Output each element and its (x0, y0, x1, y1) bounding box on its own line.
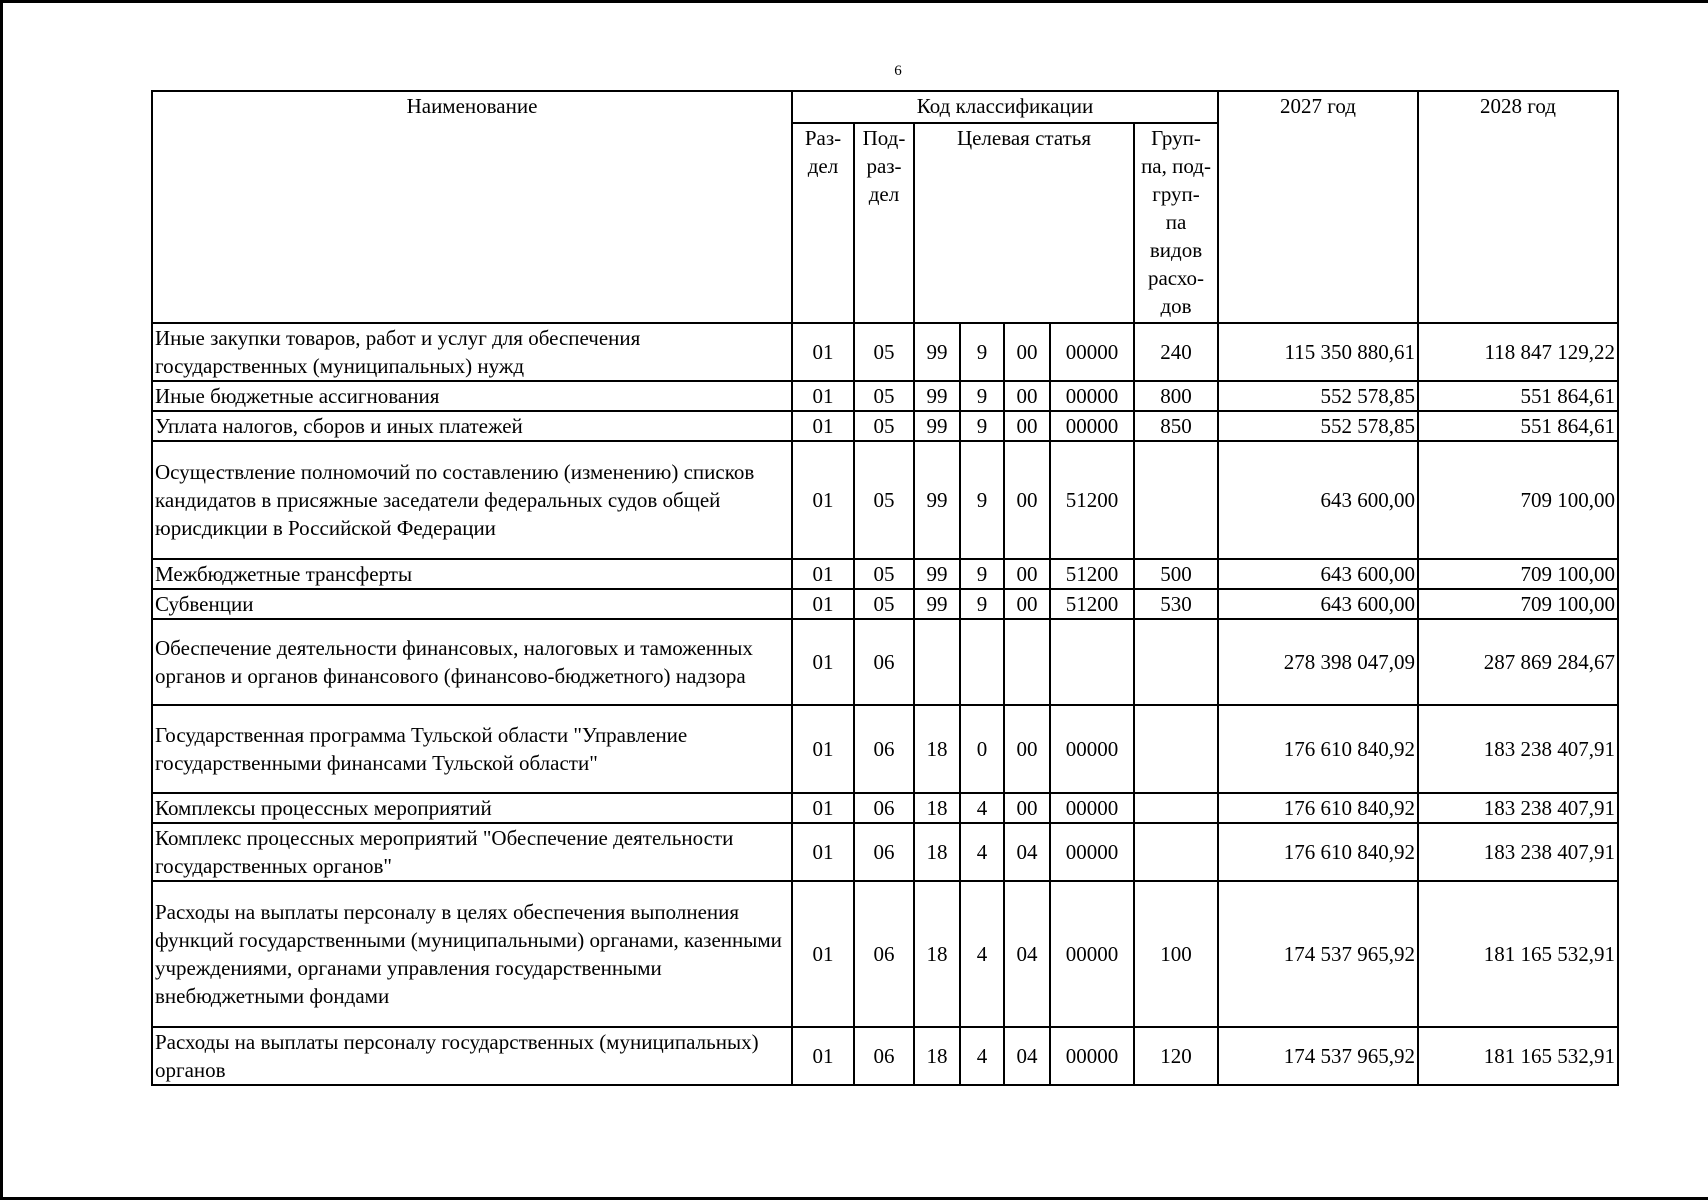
row-expense-group (1134, 705, 1218, 793)
row-target-1: 18 (914, 881, 960, 1027)
row-podrazdel: 05 (854, 441, 914, 559)
row-target-4: 51200 (1050, 589, 1134, 619)
row-expense-group (1134, 823, 1218, 881)
row-target-1: 18 (914, 705, 960, 793)
row-expense-group (1134, 441, 1218, 559)
row-podrazdel: 05 (854, 411, 914, 441)
row-razdel: 01 (792, 441, 854, 559)
row-target-3: 00 (1004, 559, 1050, 589)
header-subsection-line: дел (868, 182, 900, 206)
table-row (152, 823, 1618, 881)
row-target-3: 00 (1004, 589, 1050, 619)
row-target-2: 9 (960, 381, 1004, 411)
row-razdel: 01 (792, 1027, 854, 1085)
header-group-line: дов (1160, 294, 1192, 318)
header-group-line: видов (1149, 238, 1203, 262)
row-target-4: 00000 (1050, 793, 1134, 823)
header-subsection (854, 123, 914, 323)
header-year-2027: 2027 год (1218, 91, 1418, 323)
row-podrazdel: 05 (854, 559, 914, 589)
table-row (152, 323, 1618, 381)
row-razdel: 01 (792, 559, 854, 589)
row-amount-2027: 643 600,00 (1218, 589, 1418, 619)
row-target-3 (1004, 619, 1050, 705)
row-target-2: 0 (960, 705, 1004, 793)
row-expense-group (1134, 619, 1218, 705)
row-name: Уплата налогов, сборов и иных платежей (152, 411, 792, 441)
row-razdel: 01 (792, 381, 854, 411)
row-amount-2028: 709 100,00 (1418, 441, 1618, 559)
row-target-3: 00 (1004, 323, 1050, 381)
row-target-4: 00000 (1050, 381, 1134, 411)
header-row-top (152, 91, 1618, 123)
row-razdel: 01 (792, 793, 854, 823)
row-target-1: 18 (914, 793, 960, 823)
row-razdel: 01 (792, 881, 854, 1027)
row-razdel: 01 (792, 323, 854, 381)
row-podrazdel: 06 (854, 823, 914, 881)
row-target-4: 51200 (1050, 559, 1134, 589)
row-amount-2027: 115 350 880,61 (1218, 323, 1418, 381)
header-group-line: па, под- (1141, 154, 1211, 178)
header-section-line: дел (807, 154, 839, 178)
row-amount-2027: 176 610 840,92 (1218, 793, 1418, 823)
row-name: Осуществление полномочий по составлению (изменению) списков кандидатов в присяжные заседатели федеральных судов общей юрисдикции в Российской Федерации (152, 441, 792, 559)
header-expense-group (1134, 123, 1218, 323)
row-target-4: 00000 (1050, 705, 1134, 793)
row-amount-2027: 174 537 965,92 (1218, 1027, 1418, 1085)
row-amount-2027: 176 610 840,92 (1218, 705, 1418, 793)
row-target-1: 99 (914, 589, 960, 619)
row-target-2: 4 (960, 881, 1004, 1027)
row-target-2: 9 (960, 589, 1004, 619)
row-razdel: 01 (792, 705, 854, 793)
row-target-1: 99 (914, 381, 960, 411)
row-name: Иные закупки товаров, работ и услуг для обеспечения государственных (муниципальных) нужд (152, 323, 792, 381)
header-name: Наименование (152, 91, 792, 323)
row-target-4: 00000 (1050, 323, 1134, 381)
row-target-3: 00 (1004, 411, 1050, 441)
row-name: Расходы на выплаты персоналу государственных (муниципальных) органов (152, 1027, 792, 1085)
row-razdel: 01 (792, 411, 854, 441)
row-target-1: 99 (914, 323, 960, 381)
table-row (152, 589, 1618, 619)
table-row (152, 441, 1618, 559)
header-year-2028: 2028 год (1418, 91, 1618, 323)
row-name: Обеспечение деятельности финансовых, налоговых и таможенных органов и органов финансового (финансово-бюджетного) надзора (152, 619, 792, 705)
row-target-1: 99 (914, 441, 960, 559)
header-subsection-line: раз- (866, 154, 902, 178)
row-target-1: 18 (914, 1027, 960, 1085)
row-podrazdel: 06 (854, 705, 914, 793)
row-amount-2028: 551 864,61 (1418, 381, 1618, 411)
table-row (152, 411, 1618, 441)
row-razdel: 01 (792, 589, 854, 619)
row-podrazdel: 06 (854, 793, 914, 823)
row-target-1: 18 (914, 823, 960, 881)
row-amount-2028: 709 100,00 (1418, 559, 1618, 589)
header-subsection-line: Под- (862, 126, 906, 150)
row-target-4: 00000 (1050, 823, 1134, 881)
table-row (152, 559, 1618, 589)
row-target-2: 4 (960, 793, 1004, 823)
row-razdel: 01 (792, 619, 854, 705)
row-target-3: 04 (1004, 1027, 1050, 1085)
row-razdel: 01 (792, 823, 854, 881)
row-target-4: 51200 (1050, 441, 1134, 559)
table-row (152, 619, 1618, 705)
header-section-line: Раз- (804, 126, 842, 150)
row-target-2: 4 (960, 1027, 1004, 1085)
row-target-2 (960, 619, 1004, 705)
row-name: Комплекс процессных мероприятий "Обеспечение деятельности государственных органов" (152, 823, 792, 881)
row-amount-2028: 183 238 407,91 (1418, 793, 1618, 823)
row-target-3: 04 (1004, 881, 1050, 1027)
row-amount-2028: 709 100,00 (1418, 589, 1618, 619)
row-name: Комплексы процессных мероприятий (152, 793, 792, 823)
table-row (152, 881, 1618, 1027)
header-group-line: па (1165, 210, 1187, 234)
row-expense-group: 100 (1134, 881, 1218, 1027)
row-expense-group (1134, 793, 1218, 823)
table-row (152, 381, 1618, 411)
row-podrazdel: 05 (854, 589, 914, 619)
page-number: 6 (894, 63, 902, 79)
header-group-line: груп- (1152, 182, 1200, 206)
row-amount-2027: 174 537 965,92 (1218, 881, 1418, 1027)
row-name: Расходы на выплаты персоналу в целях обеспечения выполнения функций государственными (муниципальными) органами, казенными учреждениями, органами управления государственными внебюджетными фондами (152, 881, 792, 1027)
row-name: Иные бюджетные ассигнования (152, 381, 792, 411)
header-classification: Код классификации (792, 91, 1218, 123)
row-target-1: 99 (914, 411, 960, 441)
row-name: Государственная программа Тульской области "Управление государственными финансами Тульской области" (152, 705, 792, 793)
row-name: Субвенции (152, 589, 792, 619)
row-podrazdel: 06 (854, 1027, 914, 1085)
row-target-4: 00000 (1050, 411, 1134, 441)
table-row (152, 793, 1618, 823)
row-amount-2027: 278 398 047,09 (1218, 619, 1418, 705)
row-target-3: 00 (1004, 705, 1050, 793)
row-target-3: 00 (1004, 441, 1050, 559)
row-amount-2028: 287 869 284,67 (1418, 619, 1618, 705)
row-target-2: 9 (960, 411, 1004, 441)
row-target-4: 00000 (1050, 1027, 1134, 1085)
header-target-article: Целевая статья (914, 123, 1134, 323)
row-target-2: 9 (960, 441, 1004, 559)
row-amount-2028: 118 847 129,22 (1418, 323, 1618, 381)
row-expense-group: 850 (1134, 411, 1218, 441)
row-podrazdel: 06 (854, 881, 914, 1027)
row-target-2: 9 (960, 559, 1004, 589)
row-podrazdel: 06 (854, 619, 914, 705)
row-amount-2028: 551 864,61 (1418, 411, 1618, 441)
header-group-line: расхо- (1147, 266, 1205, 290)
row-amount-2027: 643 600,00 (1218, 559, 1418, 589)
row-amount-2028: 183 238 407,91 (1418, 705, 1618, 793)
row-target-4 (1050, 619, 1134, 705)
row-target-1: 99 (914, 559, 960, 589)
row-expense-group: 240 (1134, 323, 1218, 381)
row-amount-2028: 183 238 407,91 (1418, 823, 1618, 881)
row-amount-2027: 176 610 840,92 (1218, 823, 1418, 881)
row-expense-group: 120 (1134, 1027, 1218, 1085)
row-amount-2028: 181 165 532,91 (1418, 1027, 1618, 1085)
row-target-2: 4 (960, 823, 1004, 881)
row-amount-2027: 552 578,85 (1218, 411, 1418, 441)
row-podrazdel: 05 (854, 381, 914, 411)
row-name: Межбюджетные трансферты (152, 559, 792, 589)
row-target-4: 00000 (1050, 881, 1134, 1027)
header-section (792, 123, 854, 323)
row-amount-2027: 643 600,00 (1218, 441, 1418, 559)
row-target-3: 00 (1004, 793, 1050, 823)
row-expense-group: 500 (1134, 559, 1218, 589)
row-podrazdel: 05 (854, 323, 914, 381)
row-expense-group: 800 (1134, 381, 1218, 411)
table-row (152, 1027, 1618, 1085)
header-group-line: Груп- (1151, 126, 1201, 150)
row-amount-2027: 552 578,85 (1218, 381, 1418, 411)
row-expense-group: 530 (1134, 589, 1218, 619)
row-target-3: 00 (1004, 381, 1050, 411)
table-row (152, 705, 1618, 793)
row-target-3: 04 (1004, 823, 1050, 881)
row-target-1 (914, 619, 960, 705)
row-target-2: 9 (960, 323, 1004, 381)
row-amount-2028: 181 165 532,91 (1418, 881, 1618, 1027)
budget-table (151, 90, 1619, 1086)
